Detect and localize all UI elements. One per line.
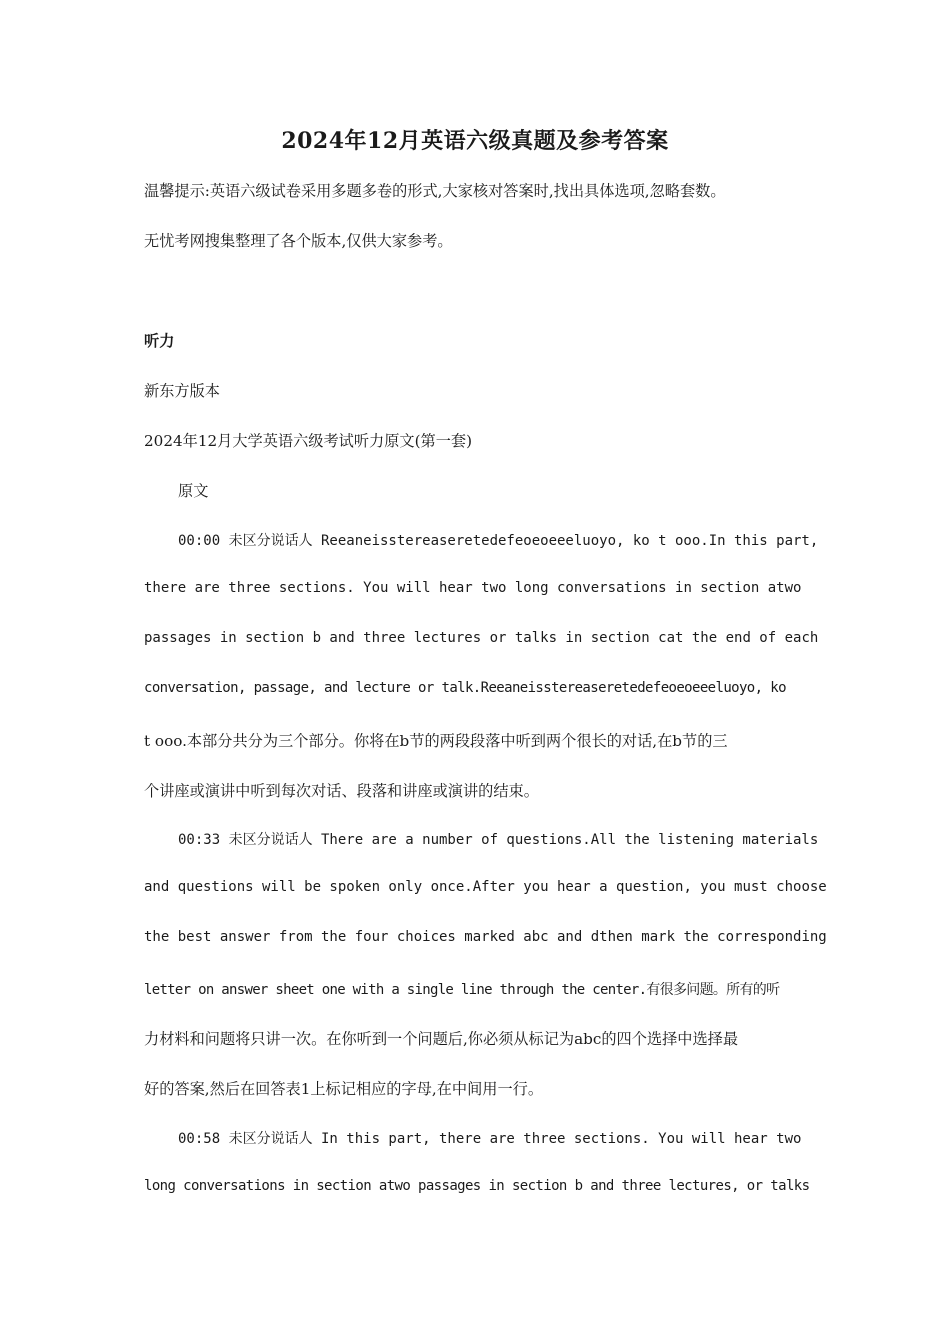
paragraph-line: 00:33 未区分说话人 There are a number of questions.All the listening materials: [178, 832, 819, 848]
paragraph-line: 00:58 未区分说话人 In this part, there are three sections. You will hear two: [178, 1131, 802, 1147]
version-label: 新东方版本: [144, 382, 220, 400]
paragraph-line: t ooo.本部分共分为三个部分。你将在b节的两段段落中听到两个很长的对话,在b节的三: [144, 732, 728, 750]
notice-line-1: 温馨提示:英语六级试卷采用多题多卷的形式,大家核对答案时,找出具体选项,忽略套数。: [144, 182, 726, 200]
subtitle: 2024年12月大学英语六级考试听力原文(第一套): [144, 432, 473, 450]
document-title: 2024年12月英语六级真题及参考答案: [281, 128, 669, 154]
paragraph-line: long conversations in section atwo passages in section b and three lectures, or talks: [144, 1178, 810, 1194]
paragraph-line: 力材料和问题将只讲一次。在你听到一个问题后,你必须从标记为abc的四个选择中选择最: [144, 1030, 739, 1048]
section-heading: 听力: [144, 332, 175, 350]
paragraph-line: passages in section b and three lectures or talks in section cat the end of each: [144, 630, 819, 646]
paragraph-line: conversation, passage, and lecture or talk.Reeaneisstereaseretedefeoeoeeeluoyo, ko: [144, 680, 786, 696]
paragraph-line: 00:00 未区分说话人 Reeaneisstereaseretedefeoeoeeeluoyo, ko t ooo.In this part,: [178, 533, 819, 549]
paragraph-line: and questions will be spoken only once.After you hear a question, you must choose: [144, 879, 827, 895]
paragraph-line: 个讲座或演讲中听到每次对话、段落和讲座或演讲的结束。: [144, 782, 539, 800]
paragraph-line: there are three sections. You will hear two long conversations in section atwo: [144, 580, 802, 596]
paragraph-line: letter on answer sheet one with a single line through the center.有很多问题。所有的听: [144, 982, 780, 998]
original-label: 原文: [178, 482, 209, 500]
paragraph-line: the best answer from the four choices marked abc and dthen mark the corresponding: [144, 929, 827, 945]
paragraph-line: 好的答案,然后在回答表1上标记相应的字母,在中间用一行。: [144, 1080, 544, 1098]
notice-line-2: 无忧考网搜集整理了各个版本,仅供大家参考。: [144, 232, 453, 250]
